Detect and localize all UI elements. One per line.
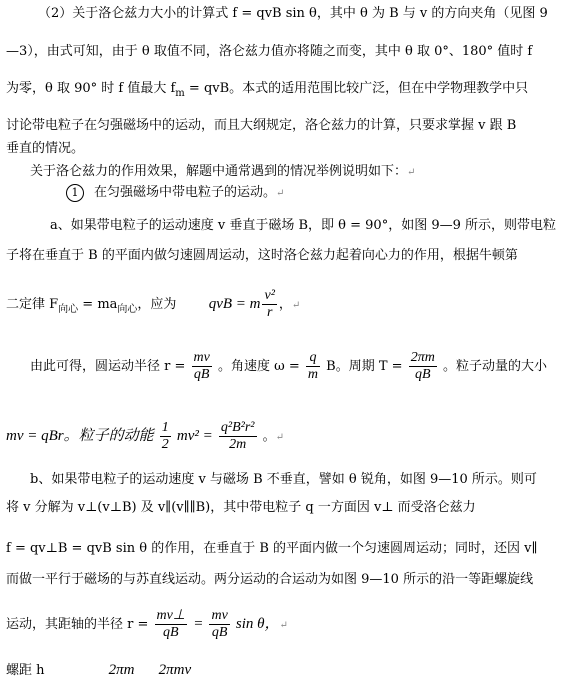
e-frac-1	[155, 608, 188, 641]
e-post: sin θ，	[235, 616, 280, 632]
b-f2-den: m	[307, 367, 319, 382]
d-line3: f = qv⊥B = qvB sin θ 的作用，在垂直于 B 的平面内做一个匀速圆周运动；同时，还因 v∥	[6, 541, 538, 556]
p1-line4: 讨论带电粒子在匀强磁场中的运动，而且大纲规定，洛仑兹力的计算，只要求掌握 v 跟 B	[6, 118, 517, 133]
a-eq-fraction	[262, 288, 276, 321]
d-line1: b、如果带电粒子的运动速度 v 与磁场 B 不垂直，譬如 θ 锐角，如图 9—10 所示。则可	[30, 472, 537, 487]
b-f2-num: q	[309, 350, 317, 365]
c-f1-num: 1	[161, 420, 169, 435]
b-post: 。粒子动量的大小	[442, 359, 547, 374]
p1-line3-text: 为零，θ 取 90° 时 f 值最大 f	[6, 81, 176, 96]
c-pre: mv = qBr。粒子的动能	[6, 428, 154, 444]
e-frac-2	[209, 608, 229, 641]
return-icon: ↵	[291, 300, 301, 311]
b-pre: 由此可得，圆运动半径 r =	[30, 359, 186, 374]
p1-line5: 垂直的情况。	[6, 141, 85, 156]
b-f3-den: qB	[409, 366, 437, 383]
f-line	[6, 662, 191, 679]
p2-line1	[30, 164, 415, 181]
p1-line3-tail: = qvB。本式的适用范围比较广泛，但在中学物理教学中只	[184, 81, 529, 96]
d-line2: 将 v 分解为 v⊥(v⊥B) 及 v∥(v∥∥B)，其中带电粒子 q 一方面因 v⊥ 而受洛仑兹力	[6, 500, 476, 515]
f-f2-num: 2πmv	[158, 662, 192, 678]
p1-line3	[6, 81, 528, 98]
return-icon: ↵	[279, 620, 288, 631]
c-mid: mv² =	[176, 428, 213, 444]
b-line	[30, 350, 547, 383]
c-post: 。	[262, 429, 276, 444]
return-icon: ↵	[407, 167, 416, 178]
b-mid1: 。角速度 ω =	[217, 359, 300, 374]
a-eq-tail: ，	[278, 297, 292, 312]
e-f1-num: mv⊥	[156, 608, 186, 623]
b-frac-omega	[306, 350, 320, 383]
c-frac-energy	[219, 420, 257, 453]
e-mid: =	[193, 616, 204, 632]
a-line3-mid: = ma	[78, 297, 118, 312]
c-line	[6, 420, 284, 453]
c-frac-half	[160, 420, 171, 453]
a-line3-sub2: 向心	[117, 304, 138, 315]
a-line3	[6, 288, 300, 321]
p2-text: 关于洛仑兹力的作用效果，解题中通常遇到的情况举例说明如下：	[30, 164, 408, 179]
return-icon: ↵	[275, 432, 285, 443]
e-line	[6, 608, 288, 641]
p1-line1: （2）关于洛仑兹力大小的计算式 f = qvB sin θ，其中 θ 为 B 与 v 的方向夹角（见图 9	[38, 6, 548, 21]
c-f1-den: 2	[161, 437, 169, 452]
item-1-text: 在匀强磁场中带电粒子的运动。	[94, 185, 277, 200]
b-frac-period	[409, 350, 437, 383]
b-f1-den: qB	[192, 366, 212, 383]
a-line2: 子将在垂直于 B 的平面内做匀速圆周运动，这时洛仑兹力起着向心力的作用，根据牛顿第	[6, 248, 518, 263]
e-f2-num: mv	[211, 608, 228, 623]
b-f1-num: mv	[193, 350, 210, 365]
p1-line2: —3），由式可知，由于 θ 取值不同，洛仑兹力值亦将随之而变，其中 θ 取 0°、180° 值时 f	[6, 44, 533, 59]
c-f2-den: 2m	[219, 436, 257, 453]
a-eq-left: qvB = m	[208, 296, 261, 312]
b-mid2: B。周期 T =	[326, 359, 403, 374]
a-eq-den: r	[262, 304, 276, 321]
a-line1: a、如果带电粒子的运动速度 v 垂直于磁场 B，即 θ = 90°，如图 9—9 所示，则带电粒	[50, 218, 557, 233]
a-line3-pre: 二定律 F	[6, 297, 59, 312]
f-pre: 螺距 h	[6, 663, 45, 678]
b-f3-num: 2πm	[410, 350, 435, 365]
e-pre: 运动，其距轴的半径 r =	[6, 617, 149, 632]
return-icon: ↵	[276, 188, 285, 199]
circled-number: 1	[66, 184, 84, 202]
f-f1-num: 2πm	[108, 662, 135, 678]
a-line3-post: ，应为	[137, 297, 177, 312]
d-line4: 而做一平行于磁场的与苏直线运动。两分运动的合运动为如图 9—10 所示的沿一等距螺旋线	[6, 572, 534, 587]
p1-line3-sub: m	[175, 88, 185, 99]
e-f1-den: qB	[155, 624, 188, 641]
b-frac-radius	[192, 350, 212, 383]
a-line3-sub1: 向心	[58, 304, 79, 315]
a-eq-num: v²	[264, 288, 275, 303]
e-f2-den: qB	[209, 624, 229, 641]
c-f2-num: q²B²r²	[220, 420, 255, 435]
item-1	[66, 184, 284, 202]
